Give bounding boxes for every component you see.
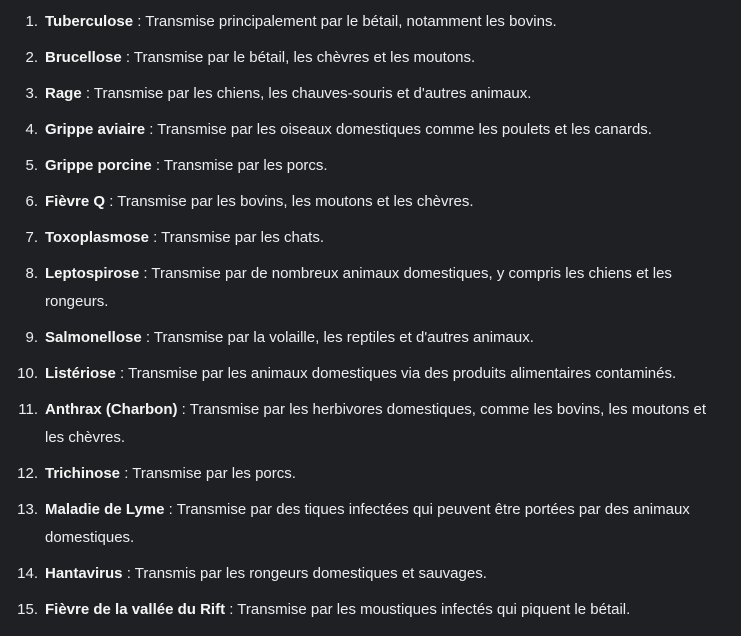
item-number: 13.: [17, 501, 38, 518]
item-number: 4.: [25, 121, 38, 138]
disease-description: : Transmise par le bétail, les chèvres et les moutons.: [121, 49, 476, 66]
disease-description: : Transmise par des tiques infectées qui peuvent être portées par des animaux domestiques.: [45, 501, 690, 546]
disease-description: : Transmise par les bovins, les moutons et les chèvres.: [105, 193, 474, 210]
item-number: 1.: [25, 13, 38, 30]
item-number: 11.: [18, 401, 38, 418]
list-item: [0, 396, 741, 452]
list-item: [0, 260, 741, 316]
item-number: 9.: [25, 329, 38, 346]
disease-description: : Transmise par les oiseaux domestiques comme les poulets et les canards.: [145, 121, 652, 138]
list-item: [0, 80, 741, 108]
disease-description: : Transmise principalement par le bétail, notamment les bovins.: [133, 13, 557, 30]
list-item: [0, 460, 741, 488]
item-number: 14.: [17, 565, 38, 582]
disease-name: Toxoplasmose: [45, 229, 149, 246]
item-number: 12.: [17, 465, 38, 482]
list-item: [0, 224, 741, 252]
disease-name: Grippe porcine: [45, 157, 152, 174]
disease-description: : Transmise par les porcs.: [151, 157, 328, 174]
disease-name: Brucellose: [45, 49, 122, 66]
disease-description: : Transmise par les porcs.: [120, 465, 296, 482]
disease-name: Salmonellose: [45, 329, 142, 346]
list-item: [0, 560, 741, 588]
disease-description: : Transmise par de nombreux animaux domestiques, y compris les chiens et les rongeurs.: [45, 265, 672, 310]
disease-name: Trichinose: [45, 465, 121, 482]
item-number: 8.: [25, 265, 38, 282]
disease-name: Grippe aviaire: [45, 121, 146, 138]
item-number: 2.: [25, 49, 38, 66]
list-item: [0, 116, 741, 144]
disease-name: Fièvre de la vallée du Rift: [45, 601, 226, 618]
disease-name: Listériose: [45, 365, 116, 382]
disease-description: : Transmise par les animaux domestiques via des produits alimentaires contaminés.: [115, 365, 677, 382]
list-item: [0, 596, 741, 624]
list-item: [0, 8, 741, 36]
disease-name: Hantavirus: [45, 565, 123, 582]
list-item: [0, 360, 741, 388]
list-item: [0, 324, 741, 352]
disease-name: Rage: [45, 85, 82, 102]
item-number: 5.: [25, 157, 38, 174]
disease-name: Anthrax (Charbon): [45, 401, 178, 418]
disease-description: : Transmise par les chats.: [148, 229, 324, 246]
item-number: 15.: [17, 601, 38, 618]
list-item: [0, 496, 741, 552]
item-number: 6.: [25, 193, 38, 210]
item-number: 10.: [17, 365, 38, 382]
list-item: [0, 188, 741, 216]
item-number: 3.: [25, 85, 38, 102]
disease-description: : Transmise par les herbivores domestiques, comme les bovins, les moutons et les chèvres.: [45, 401, 707, 446]
disease-name: Maladie de Lyme: [45, 501, 165, 518]
disease-description: : Transmise par les chiens, les chauves-souris et d'autres animaux.: [81, 85, 532, 102]
disease-description: : Transmise par la volaille, les reptiles et d'autres animaux.: [141, 329, 534, 346]
disease-description: : Transmis par les rongeurs domestiques et sauvages.: [122, 565, 487, 582]
list-item: [0, 152, 741, 180]
disease-name: Leptospirose: [45, 265, 140, 282]
disease-description: : Transmise par les moustiques infectés qui piquent le bétail.: [225, 601, 631, 618]
disease-name: Tuberculose: [45, 13, 134, 30]
disease-name: Fièvre Q: [45, 193, 106, 210]
list-item: [0, 44, 741, 72]
item-number: 7.: [25, 229, 38, 246]
